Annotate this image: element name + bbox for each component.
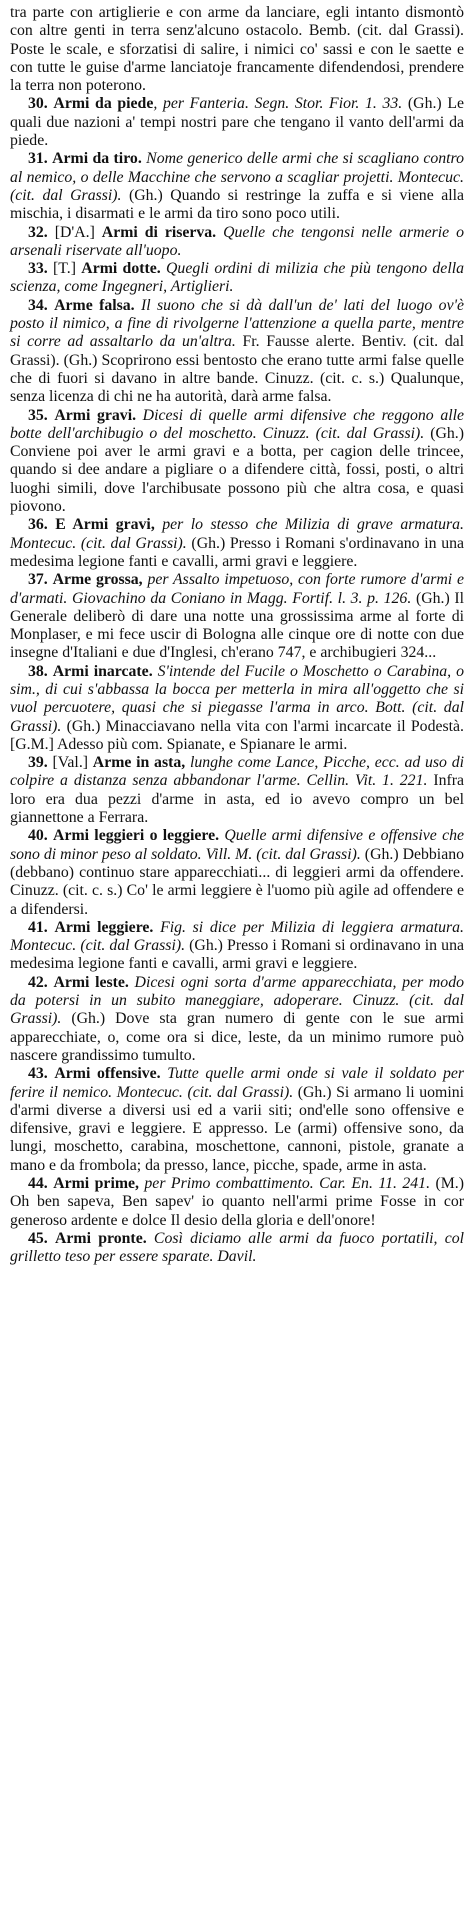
entry-number: 37. bbox=[28, 571, 48, 589]
entry-headword: Armi gravi. bbox=[54, 406, 137, 424]
entry-definition: Dicesi ogni sorta d'arme apparecchiata, per modo da potersi in un subito maneggiare, adoperare. Cinuzz. (cit. dal Grassi). bbox=[10, 973, 465, 1028]
entry-31 bbox=[10, 150, 464, 223]
entry-definition: per Primo combattimento. Car. En. 11. 241. bbox=[138, 1175, 431, 1192]
entry-number: 42. bbox=[28, 973, 48, 991]
entry-number: 35. bbox=[28, 406, 48, 424]
entry-body: (Gh.) Il Generale deliberò di dare una notte una grossissima arme al forte di Monplaser, e mi fece uscir di Bologna alle cinque ore di notte con due insegne d'Italiani e due d'Inglesi, ch'erano 747, e archibugieri 324... bbox=[10, 589, 465, 662]
entry-30 bbox=[10, 95, 464, 150]
entry-headword: Armi leggiere. bbox=[54, 918, 154, 936]
entry-definition: S'intende del Fucile o Moschetto o Carabina, o sim., di cui s'abbassa la bocca per metterla in mira all'oggetto che si vuol percuotere, quasi che si piegasse l'arma in arco. Bott. (cit. dal Grassi). bbox=[10, 662, 464, 735]
entry-headword: Armi offensive. bbox=[54, 1065, 161, 1083]
entry-definition: Dicesi di quelle armi difensive che reggono alle botte dell'archibugio o del moschetto. Cinuzz. (cit. dal Grassi). bbox=[10, 406, 465, 442]
entry-body: (Gh.) Conviene poi aver le armi gravi e a botta, per cagion delle trincee, quando si dee andare a pigliare o a difendere città, fossi, posti, o altri luoghi simili, dove l'archibusate possono più che altra cosa, e quasi piovono. bbox=[10, 424, 464, 516]
entry-definition: per Assalto impetuoso, con forte rumore d'armi e d'armati. Giovachino da Coniano in Magg. Fortif. l. 3. p. 126. bbox=[10, 571, 464, 607]
entry-number: 30. bbox=[28, 95, 48, 113]
entry-41 bbox=[10, 919, 464, 974]
entry-number: 40. bbox=[28, 827, 48, 845]
entry-definition: Quelle che tengonsi nelle armerie o arsenali riservate all'uopo. bbox=[10, 223, 464, 259]
entry-definition: Nome generico delle armi che si scagliano contro al nemico, o delle Macchine che servono a scagliar projetti. Montecuc. (cit. dal Grassi). bbox=[10, 150, 465, 204]
entry-headword: E Armi gravi, bbox=[55, 516, 155, 534]
entry-45 bbox=[10, 1230, 464, 1267]
entry-number: 44. bbox=[28, 1175, 48, 1192]
entry-definition: per lo stesso che Milizia di grave armatura. Montecuc. (cit. dal Grassi). bbox=[10, 516, 464, 552]
entry-40 bbox=[10, 827, 464, 918]
entry-number: 41. bbox=[28, 918, 48, 936]
entry-headword: Armi inarcate. bbox=[52, 662, 153, 680]
entry-body: (Gh.) Le quali due nazioni a' tempi nostri pare che tengano il vanto dell'armi da piede. bbox=[10, 95, 464, 150]
entry-headword: Armi prime, bbox=[53, 1175, 139, 1192]
entry-headword: Armi di riserva. bbox=[101, 223, 217, 241]
entry-37 bbox=[10, 571, 464, 662]
entry-body: (Gh.) Minacciavano nella vita con l'armi incarcate il Podestà. [G.M.] Adesso più com. Spianate, e Spianare le armi. bbox=[10, 717, 464, 753]
entry-tag: [D'A.] bbox=[47, 223, 102, 241]
entry-headword: Arme grossa, bbox=[52, 571, 143, 589]
entry-number: 38. bbox=[28, 662, 48, 680]
entry-definition: lunghe come Lance, Picche, ecc. ad uso di colpire a distanza senza abbandonar l'arme. Cellin. Vit. 1. 221. bbox=[10, 754, 464, 790]
entry-body: tra parte con artiglierie e con arme da lanciare, egli intanto dismontò con altre genti in terra senz'alcuno ostacolo. Bemb. (cit. dal Grassi). Poste le scale, e sforzatisi di salire, i nimici co' sassi e con le saette e con tutte le guise d'arme lanciatoje francamente difendendosi, prendere la terra non poterono. bbox=[10, 4, 464, 95]
entry-body: (Gh.) Quando si restringe la zuffa e si viene alla mischia, i disarmati e le armi da tiro sono poco utili. bbox=[10, 186, 464, 223]
entry-headword: Armi da piede bbox=[53, 95, 154, 113]
entry-number: 31. bbox=[28, 150, 48, 168]
entry-34 bbox=[10, 297, 464, 407]
entry-33 bbox=[10, 260, 464, 297]
entry-body: (Gh.) Dove sta gran numero di gente con le sue armi apparecchiate, o, come ora si dice, leste, da un minimo rumore può nascere grandissimo tumulto. bbox=[10, 1010, 464, 1064]
entry-number: 33. bbox=[28, 260, 48, 278]
entry-headword: Armi pronte. bbox=[55, 1229, 147, 1247]
entry-number: 45. bbox=[28, 1229, 48, 1247]
entry-definition: Quegli ordini di milizia che più tengono della scienza, come Ingegneri, Artiglieri. bbox=[10, 260, 464, 296]
entry-tag: [T.] bbox=[47, 260, 82, 278]
entry-36 bbox=[10, 516, 464, 571]
entry-definition: Il suono che si dà dall'un de' lati del luogo ov'è posto il nimico, a fine di rivolgerne l'attenzione a quella parte, mentre si corre ad assaltarlo da un'altra. bbox=[10, 296, 464, 351]
entry-number: 39. bbox=[28, 754, 48, 772]
entry-body: (Gh.) Presso i Romani s'ordinavano in una medesima legione fanti e cavalli, armi gravi e leggiere. bbox=[10, 534, 465, 570]
entry-definition: Fig. si dice per Milizia di leggiera armatura. Montecuc. (cit. dal Grassi). bbox=[10, 918, 465, 955]
entry-headword: Armi leggieri o leggiere. bbox=[53, 827, 220, 845]
entry-number: 32. bbox=[28, 223, 48, 241]
entry-body: Fr. Fausse alerte. Bentiv. (cit. dal Grassi). (Gh.) Scoprirono essi bentosto che erano tutte armi false quelle che di fuori si davano in altre bande. Cinuzz. (cit. c. s.) Qualunque, senza licenza di chi ne ha autorità, darà arme falsa. bbox=[10, 333, 464, 406]
entry-body: (Gh.) Debbiano (debbano) continuo stare apparecchiati... di leggieri armi da offendere. Cinuzz. (cit. c. s.) Co' le armi leggiere è l'uomo più agile ad offendere e a difendersi. bbox=[10, 845, 465, 918]
entry-body: (Gh.) Si armano li uomini d'armi diverse a diversi usi ed a varii siti; ond'elle sono offensive e difensive, gravi e leggiere. E appresso. Le (armi) offensive sono, da lungi, moschetto, carabina, moschettone, cannoni, pistole, granate a mano e da frombola; da presso, lance, picche, spade, arme in asta. bbox=[10, 1083, 464, 1174]
entry-44 bbox=[10, 1175, 464, 1230]
entry-continuation bbox=[10, 4, 464, 95]
entry-32 bbox=[10, 224, 464, 261]
entry-headword: Arme in asta, bbox=[92, 754, 186, 772]
entry-definition: Così diciamo alle armi da fuoco portatili, col grilletto teso per essere sparate. Davil. bbox=[10, 1229, 464, 1266]
entry-headword: Armi leste. bbox=[53, 973, 129, 991]
entry-38 bbox=[10, 663, 464, 754]
entry-headword: Armi dotte. bbox=[81, 260, 161, 278]
entry-number: 43. bbox=[28, 1065, 48, 1083]
entry-number: 36. bbox=[28, 516, 48, 534]
entry-definition: Quelle armi difensive e offensive che sono di minor peso al soldato. Vill. M. (cit. dal Grassi). bbox=[10, 827, 464, 863]
entry-body: (Gh.) Presso i Romani si ordinavano in una medesima legione fanti e cavalli, armi gravi e leggiere. bbox=[10, 937, 464, 973]
entry-35 bbox=[10, 407, 464, 517]
entry-headword: Armi da tiro. bbox=[52, 150, 142, 168]
entry-tag: [Val.] bbox=[47, 754, 93, 772]
entry-body: (M.) Oh ben sapeva, Ben sapev' io quanto nell'armi prime Fosse in cor generoso ardente e dolce Il desio della gloria e dell'onore! bbox=[10, 1175, 465, 1229]
entry-definition: Tutte quelle armi onde si vale il soldato per ferire il nemico. Montecuc. (cit. dal Grassi). bbox=[10, 1065, 465, 1101]
entry-body: Infra loro era dua pezzi d'arme in asta, ed io avevo compro un bel giannettone a Ferrara. bbox=[10, 772, 465, 827]
entry-definition: , per Fanteria. Segn. Stor. Fior. 1. 33. bbox=[153, 95, 403, 113]
entry-headword: Arme falsa. bbox=[54, 296, 135, 314]
entry-43 bbox=[10, 1065, 464, 1175]
entry-42 bbox=[10, 974, 464, 1065]
entry-number: 34. bbox=[28, 296, 48, 314]
entry-39 bbox=[10, 754, 464, 827]
